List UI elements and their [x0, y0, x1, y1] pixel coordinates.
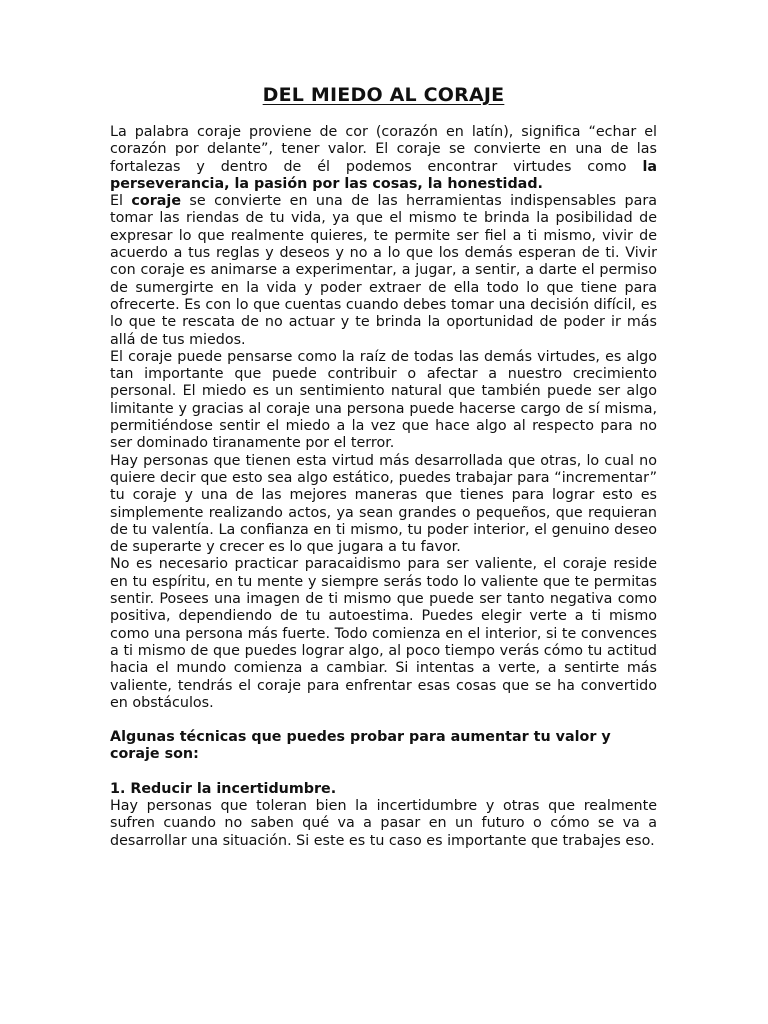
paragraph-paracaidismo: No es necesario practicar paracaidismo para ser valiente, el coraje reside en tu espíritu, en tu mente y siempre serás todo lo valiente que te permitas sentir. Posees una imagen de ti mismo que puede ser tanto negativa como positiva, dependiendo de tu autoestima. Puedes elegir verte a ti mismo como una persona más fuerte. Todo comienza en el interior, si te convences a ti mismo de que puedes lograr algo, al poco tiempo verás cómo tu actitud hacia el mundo comienza a cambiar. Si intentas a verte, a sentirte más valiente, tendrás el coraje para enfrentar esas cosas que se ha convertido en obstáculos.: [110, 556, 657, 711]
spacer: [110, 712, 657, 729]
paragraph-intro: [110, 124, 657, 193]
section-1-heading: 1. Reducir la incertidumbre.: [110, 780, 337, 797]
techniques-heading: Algunas técnicas que puedes probar para aumentar tu valor y coraje son:: [110, 729, 611, 763]
document-title: DEL MIEDO AL CORAJE: [262, 84, 505, 106]
paragraph-raiz: El coraje puede pensarse como la raíz de todas las demás virtudes, es algo tan importante que puede contribuir o afectar a nuestro crecimiento personal. El miedo es un sentimiento natural que también puede ser algo limitante y gracias al coraje una persona puede hacerse cargo de sí misma, permitiéndose sentir el miedo a la vez que hace algo al respecto para no ser dominado tiranamente por el terror.: [110, 348, 657, 452]
paragraph-coraje-rest: se convierte en una de las herramientas indispensables para tomar las riendas de tu vida, ya que el mismo te brinda la posibilidad de expresar lo que realmente quieres, te permite ser fiel a ti mismo, vivir de acuerdo a tus reglas y deseos y no a lo que los demás esperan de ti. Vivir con coraje es animarse a experimentar, a jugar, a sentir, a darte el permiso de sumergirte en la vida y poder extraer de ella todo lo que tiene para ofrecerte. Es con lo que cuentas cuando debes tomar una decisión difícil, es lo que te rescata de no actuar y te brinda la oportunidad de poder ir más allá de tus miedos.: [110, 193, 657, 348]
spacer: [110, 764, 657, 781]
paragraph-intro-text: La palabra coraje proviene de cor (corazón en latín), significa “echar el corazón por delante”, tener valor. El coraje se convierte en una de las fortalezas y dentro de él podemos encontrar virtudes como: [110, 124, 657, 175]
paragraph-incertidumbre: Hay personas que toleran bien la incertidumbre y otras que realmente sufren cuando no saben qué va a pasar en un futuro o cómo se va a desarrollar una situación. Si este es tu caso es importante que trabajes eso.: [110, 797, 657, 849]
paragraph-coraje: [110, 193, 657, 349]
paragraph-personas: Hay personas que tienen esta virtud más desarrollada que otras, lo cual no quiere decir que esto sea algo estático, puedes trabajar para “incrementar” tu coraje y una de las mejores maneras que tienes para lograr esto es simplemente realizando actos, ya sean grandes o pequeños, que requieran de tu valentía. La confianza en ti mismo, tu poder interior, el genuino deseo de superarte y crecer es lo que jugara a tu favor.: [110, 452, 657, 556]
paragraph-intro-bold: la perseverancia, la pasión por las cosas, la honestidad.: [110, 158, 657, 192]
paragraph-coraje-start: El: [110, 193, 132, 210]
document-page: [110, 84, 657, 850]
paragraph-coraje-bold: coraje: [131, 193, 182, 210]
